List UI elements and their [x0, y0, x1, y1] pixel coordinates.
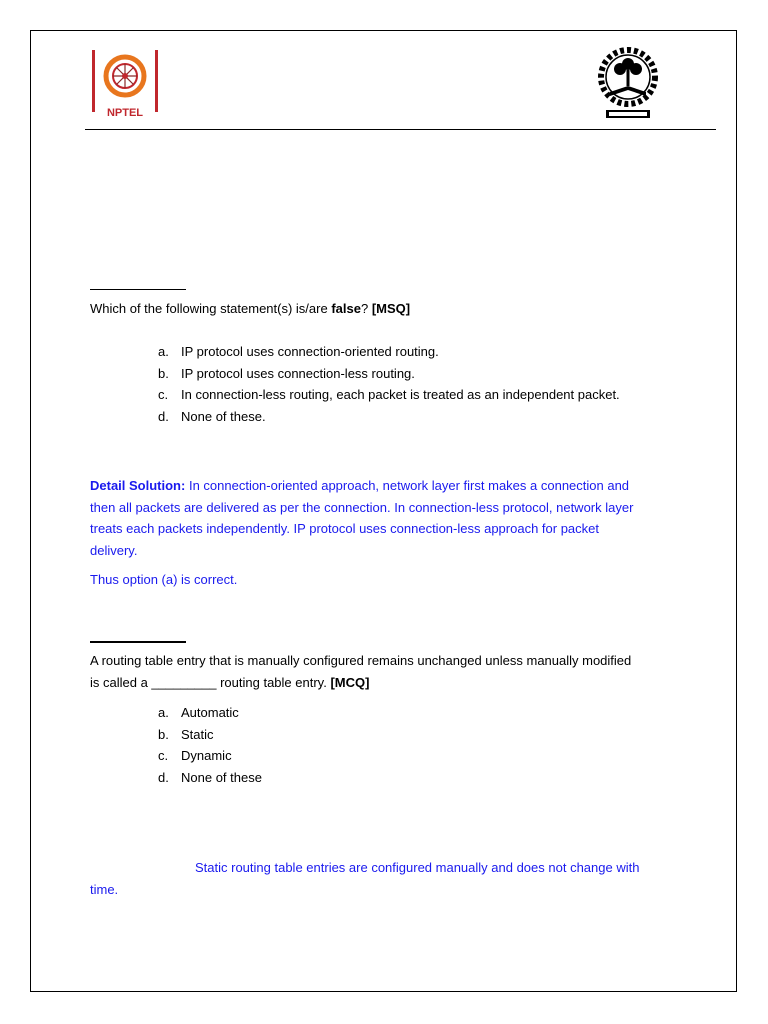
question-1-conclusion: Thus option (a) is correct.	[90, 572, 238, 587]
list-item: a. Automatic	[158, 705, 239, 720]
list-item: c. Dynamic	[158, 748, 232, 764]
question-1-options	[158, 341, 620, 428]
list-item: a. IP protocol uses connection-oriented routing.	[158, 344, 439, 359]
question-2-options	[158, 702, 262, 789]
list-item: d. None of these	[158, 770, 262, 786]
nptel-logo-label: NPTEL	[106, 107, 144, 119]
question-1-tag: [MSQ]	[371, 301, 411, 316]
header-divider	[85, 129, 716, 130]
question-2-rule	[90, 641, 186, 643]
question-2-solution-line-1: Static routing table entries are configured manually and does not change with	[195, 860, 640, 875]
list-item: b. IP protocol uses connection-less routing.	[158, 365, 415, 381]
list-item: d. None of these.	[158, 409, 266, 425]
question-2-solution-line-2: time.	[90, 882, 119, 897]
iit-kharagpur-emblem-icon	[596, 44, 660, 122]
question-1-solution: Detail Solution: In connection-oriented approach, network layer first makes a connection and then all packets are delivered as per the connection. In connection-less protocol, network layer treats each packets independently. IP protocol uses connection-less approach for packet delivery.	[90, 478, 634, 558]
solution-label: Detail Solution:	[90, 478, 186, 493]
list-item: c. In connection-less routing, each packet is treated as an independent packet.	[158, 387, 620, 403]
nptel-logo-icon	[92, 48, 160, 120]
question-1-text: Which of the following statement(s) is/are false? [MSQ]	[90, 301, 411, 316]
question-2-tag: [MCQ]	[330, 674, 370, 690]
question-2-text: A routing table entry that is manually configured remains unchanged unless manually modified is called a _________ routing table entry. [MCQ]	[90, 653, 632, 690]
question-1-rule	[90, 289, 186, 290]
list-item: b. Static	[158, 726, 214, 742]
